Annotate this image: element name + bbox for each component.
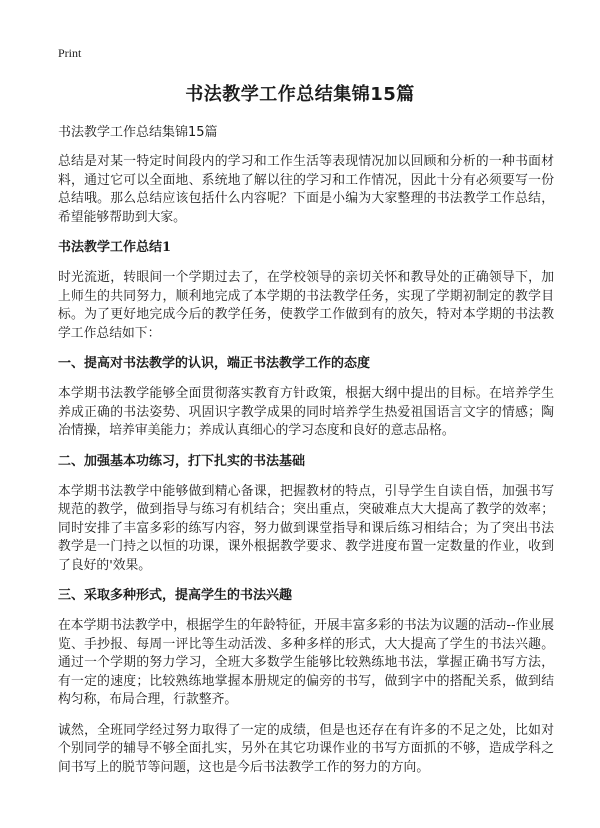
paragraph-fundamentals: 本学期书法教学中能够做到精心备课，把握教材的特点，引导学生自读自悟，加强书写规范的教学，做到指导与练习有机结合；突出重点，突破难点大大提高了教学的效率；同时安排了丰富多彩的练写内容，努力做到课堂指导和课后练习相结合；为了突出书法教学是一门持之以恒的功课，课外根据教学要求、教学进度布置一定数量的作业，收到了良好的'效果。 [58,483,554,573]
print-link[interactable]: Print [58,46,82,60]
document-body [58,124,554,789]
paragraph-attitude: 本学期书法教学能够全面贯彻落实教育方针政策，根据大纲中提出的目标。在培养学生养成正确的书法姿势、巩固识字教学成果的同时培养学生热爱祖国语言文字的情感；陶冶情操，培养审美能力；养成认真细心的学习态度和良好的意志品格。 [58,386,554,438]
section-1-heading: 书法教学工作总结1 [58,240,172,255]
document-title: 书法教学工作总结集锦15篇 [185,84,415,105]
intro-paragraph: 总结是对某一特定时间段内的学习和工作生活等表现情况加以回顾和分析的一种书面材料，通过它可以全面地、系统地了解以往的学习和工作情况，因此十分有必须要写一份总结哦。那么总结应该包括什么内容呢？下面是小编为大家整理的书法教学工作总结，希望能够帮助到大家。 [58,154,554,225]
heading-interest: 三、采取多种形式，提高学生的书法兴趣 [58,588,293,603]
section-1-paragraph: 时光流逝，转眼间一个学期过去了，在学校领导的亲切关怀和教导处的正确领导下，加上师生的共同努力，顺利地完成了本学期的书法教学任务，实现了学期初制定的教学目标。为了更好地完成今后的教学任务，使教学工作做到有的放矢，特对本学期的书法教学工作总结如下： [58,270,554,341]
paragraph-conclusion: 诚然，全班同学经过努力取得了一定的成绩，但是也还存在有许多的不足之处，比如对个别同学的辅导不够全面扎实，另外在其它功课作业的书写方面抓的不够，造成学科之间书写上的脱节等问题，这也是今后书法教学工作的努力的方向。 [58,722,554,775]
document-subtitle: 书法教学工作总结集锦15篇 [58,125,218,140]
heading-fundamentals: 二、加强基本功练习，打下扎实的书法基础 [58,453,306,469]
heading-attitude: 一、提高对书法教学的认识，端正书法教学工作的态度 [58,356,371,371]
paragraph-interest: 在本学期书法教学中，根据学生的年龄特征，开展丰富多彩的书法为议题的活动--作业展览、手抄报、每周一评比等生动活泼、多种多样的形式，大大提高了学生的书法兴趣。通过一个学期的努力学习，全班大多数学生能够比较熟练地书法，掌握正确书写方法，有一定的速度；比较熟练地掌握本册规定的偏旁的书写，做到字中的搭配关系，做到结构匀称，布局合理，行款整齐。 [58,618,554,707]
